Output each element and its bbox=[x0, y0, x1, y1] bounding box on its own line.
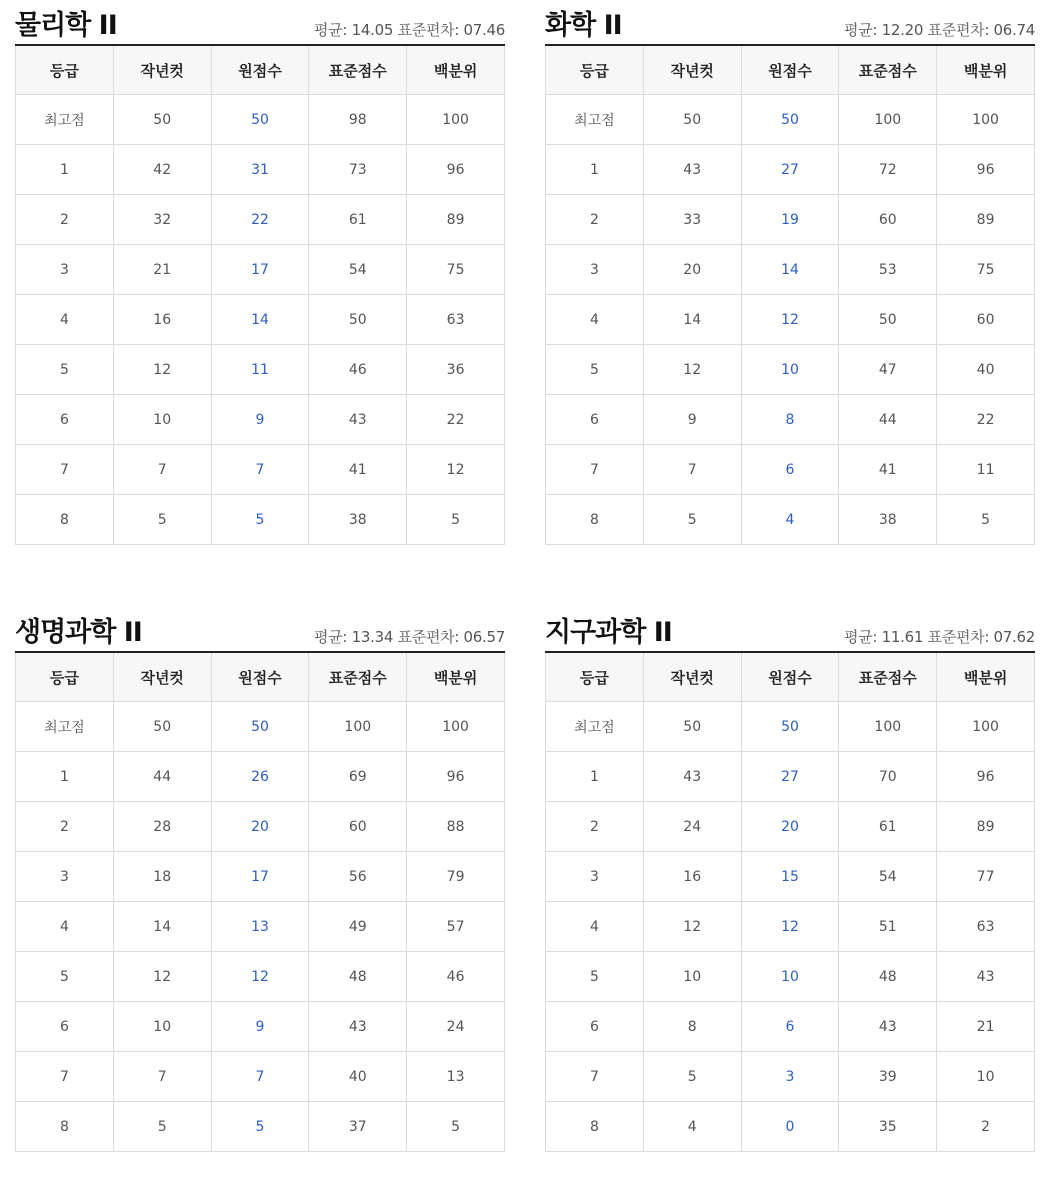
percentile-cell: 43 bbox=[937, 952, 1035, 1002]
raw-score-cell: 6 bbox=[741, 1002, 839, 1052]
table-row bbox=[546, 395, 1035, 445]
last-year-cut-header: 작년컷 bbox=[113, 45, 211, 95]
subject-title: 화학 II bbox=[545, 10, 622, 41]
last-year-cut-header: 작년컷 bbox=[643, 652, 741, 702]
panel-physics-2 bbox=[15, 0, 505, 545]
table-row bbox=[16, 902, 505, 952]
standard-score-cell: 61 bbox=[309, 195, 407, 245]
standard-score-cell: 44 bbox=[839, 395, 937, 445]
std-dev-label: 표준편차: bbox=[927, 21, 990, 39]
last-year-cut-cell: 10 bbox=[113, 1002, 211, 1052]
standard-score-cell: 54 bbox=[839, 852, 937, 902]
grade-header: 등급 bbox=[16, 45, 114, 95]
grade-cell: 4 bbox=[16, 295, 114, 345]
raw-score-cell: 3 bbox=[741, 1052, 839, 1102]
grade-cell: 1 bbox=[16, 752, 114, 802]
table-row bbox=[546, 245, 1035, 295]
raw-score-cell: 20 bbox=[741, 802, 839, 852]
percentile-cell: 57 bbox=[407, 902, 505, 952]
table-row bbox=[16, 752, 505, 802]
standard-score-cell: 48 bbox=[839, 952, 937, 1002]
standard-score-cell: 53 bbox=[839, 245, 937, 295]
std-dev-value: 06.57 bbox=[463, 628, 505, 646]
raw-score-cell: 26 bbox=[211, 752, 309, 802]
raw-score-cell: 8 bbox=[741, 395, 839, 445]
grade-cell: 5 bbox=[546, 345, 644, 395]
percentile-cell: 21 bbox=[937, 1002, 1035, 1052]
standard-score-cell: 43 bbox=[839, 1002, 937, 1052]
last-year-cut-cell: 12 bbox=[113, 952, 211, 1002]
table-row bbox=[16, 445, 505, 495]
std-dev-value: 06.74 bbox=[993, 21, 1035, 39]
standard-score-cell: 41 bbox=[839, 445, 937, 495]
grade-cell: 최고점 bbox=[546, 95, 644, 145]
raw-score-header: 원점수 bbox=[741, 45, 839, 95]
grade-cell: 8 bbox=[16, 1102, 114, 1152]
table-header-row bbox=[16, 45, 505, 95]
table-row bbox=[546, 295, 1035, 345]
last-year-cut-header: 작년컷 bbox=[113, 652, 211, 702]
average-label: 평균: bbox=[314, 21, 348, 39]
score-stats bbox=[314, 627, 505, 647]
last-year-cut-cell: 5 bbox=[113, 1102, 211, 1152]
table-row bbox=[546, 752, 1035, 802]
panel-header bbox=[15, 0, 505, 44]
last-year-cut-cell: 10 bbox=[113, 395, 211, 445]
raw-score-cell: 14 bbox=[211, 295, 309, 345]
last-year-cut-cell: 50 bbox=[643, 702, 741, 752]
grade-header: 등급 bbox=[16, 652, 114, 702]
grade-cell: 1 bbox=[16, 145, 114, 195]
last-year-cut-cell: 16 bbox=[113, 295, 211, 345]
table-header-row bbox=[546, 652, 1035, 702]
grade-cell: 5 bbox=[16, 345, 114, 395]
score-stats bbox=[844, 20, 1035, 40]
grade-cell: 7 bbox=[546, 1052, 644, 1102]
last-year-cut-cell: 33 bbox=[643, 195, 741, 245]
standard-score-cell: 100 bbox=[839, 95, 937, 145]
table-row bbox=[16, 702, 505, 752]
raw-score-cell: 4 bbox=[741, 495, 839, 545]
standard-score-cell: 43 bbox=[309, 1002, 407, 1052]
standard-score-cell: 54 bbox=[309, 245, 407, 295]
raw-score-cell: 11 bbox=[211, 345, 309, 395]
grade-cell: 2 bbox=[16, 802, 114, 852]
table-row bbox=[546, 702, 1035, 752]
table-row bbox=[16, 395, 505, 445]
grade-cell: 3 bbox=[546, 852, 644, 902]
last-year-cut-cell: 42 bbox=[113, 145, 211, 195]
table-row bbox=[546, 445, 1035, 495]
percentile-header: 백분위 bbox=[407, 45, 505, 95]
last-year-cut-cell: 43 bbox=[643, 752, 741, 802]
raw-score-cell: 15 bbox=[741, 852, 839, 902]
raw-score-cell: 20 bbox=[211, 802, 309, 852]
raw-score-cell: 9 bbox=[211, 1002, 309, 1052]
standard-score-cell: 43 bbox=[309, 395, 407, 445]
standard-score-cell: 46 bbox=[309, 345, 407, 395]
grade-cell: 4 bbox=[546, 902, 644, 952]
percentile-cell: 88 bbox=[407, 802, 505, 852]
panel-header bbox=[545, 0, 1035, 44]
last-year-cut-cell: 7 bbox=[113, 445, 211, 495]
raw-score-cell: 50 bbox=[741, 95, 839, 145]
subject-title: 물리학 II bbox=[15, 10, 117, 41]
grade-cell: 7 bbox=[16, 1052, 114, 1102]
table-row bbox=[546, 1102, 1035, 1152]
percentile-cell: 63 bbox=[937, 902, 1035, 952]
percentile-cell: 89 bbox=[937, 195, 1035, 245]
raw-score-cell: 7 bbox=[211, 1052, 309, 1102]
percentile-cell: 5 bbox=[407, 495, 505, 545]
raw-score-cell: 22 bbox=[211, 195, 309, 245]
last-year-cut-cell: 12 bbox=[113, 345, 211, 395]
standard-score-cell: 72 bbox=[839, 145, 937, 195]
table-row bbox=[546, 345, 1035, 395]
percentile-cell: 100 bbox=[407, 95, 505, 145]
table-row bbox=[16, 1102, 505, 1152]
grade-cell: 2 bbox=[546, 802, 644, 852]
score-stats bbox=[314, 20, 505, 40]
percentile-cell: 24 bbox=[407, 1002, 505, 1052]
table-row bbox=[546, 1002, 1035, 1052]
raw-score-cell: 27 bbox=[741, 145, 839, 195]
table-row bbox=[546, 952, 1035, 1002]
last-year-cut-cell: 32 bbox=[113, 195, 211, 245]
grade-cell: 6 bbox=[546, 1002, 644, 1052]
grade-cell: 5 bbox=[16, 952, 114, 1002]
last-year-cut-cell: 44 bbox=[113, 752, 211, 802]
last-year-cut-cell: 5 bbox=[113, 495, 211, 545]
standard-score-cell: 40 bbox=[309, 1052, 407, 1102]
raw-score-cell: 5 bbox=[211, 1102, 309, 1152]
raw-score-cell: 9 bbox=[211, 395, 309, 445]
grade-cell: 8 bbox=[16, 495, 114, 545]
raw-score-cell: 27 bbox=[741, 752, 839, 802]
raw-score-header: 원점수 bbox=[211, 45, 309, 95]
grade-cell: 6 bbox=[16, 395, 114, 445]
standard-score-cell: 100 bbox=[839, 702, 937, 752]
standard-score-cell: 98 bbox=[309, 95, 407, 145]
raw-score-cell: 50 bbox=[211, 95, 309, 145]
last-year-cut-cell: 21 bbox=[113, 245, 211, 295]
percentile-cell: 100 bbox=[937, 95, 1035, 145]
average-value: 12.20 bbox=[881, 21, 924, 39]
raw-score-cell: 19 bbox=[741, 195, 839, 245]
grade-cut-table bbox=[545, 651, 1035, 1152]
percentile-cell: 96 bbox=[937, 145, 1035, 195]
average-value: 14.05 bbox=[351, 21, 394, 39]
grade-cell: 8 bbox=[546, 495, 644, 545]
average-value: 11.61 bbox=[881, 628, 924, 646]
grade-cell: 1 bbox=[546, 752, 644, 802]
table-header-row bbox=[16, 652, 505, 702]
standard-score-cell: 60 bbox=[309, 802, 407, 852]
std-dev-label: 표준편차: bbox=[397, 21, 460, 39]
standard-score-cell: 100 bbox=[309, 702, 407, 752]
standard-score-cell: 50 bbox=[839, 295, 937, 345]
percentile-header: 백분위 bbox=[937, 652, 1035, 702]
percentile-cell: 2 bbox=[937, 1102, 1035, 1152]
grade-cell: 5 bbox=[546, 952, 644, 1002]
table-row bbox=[16, 95, 505, 145]
percentile-header: 백분위 bbox=[937, 45, 1035, 95]
standard-score-header: 표준점수 bbox=[309, 652, 407, 702]
table-row bbox=[546, 495, 1035, 545]
score-stats bbox=[844, 627, 1035, 647]
standard-score-cell: 70 bbox=[839, 752, 937, 802]
panel-earth-science-2 bbox=[545, 607, 1035, 1152]
grade-cell: 최고점 bbox=[16, 95, 114, 145]
standard-score-cell: 39 bbox=[839, 1052, 937, 1102]
panel-life-science-2 bbox=[15, 607, 505, 1152]
percentile-cell: 36 bbox=[407, 345, 505, 395]
last-year-cut-cell: 50 bbox=[113, 95, 211, 145]
table-row bbox=[546, 145, 1035, 195]
table-row bbox=[16, 852, 505, 902]
table-row bbox=[546, 1052, 1035, 1102]
grade-cut-table bbox=[545, 44, 1035, 545]
table-header-row bbox=[546, 45, 1035, 95]
standard-score-cell: 35 bbox=[839, 1102, 937, 1152]
raw-score-cell: 50 bbox=[211, 702, 309, 752]
std-dev-label: 표준편차: bbox=[927, 628, 990, 646]
last-year-cut-cell: 8 bbox=[643, 1002, 741, 1052]
table-row bbox=[16, 245, 505, 295]
table-row bbox=[16, 1002, 505, 1052]
last-year-cut-cell: 50 bbox=[113, 702, 211, 752]
standard-score-cell: 48 bbox=[309, 952, 407, 1002]
average-label: 평균: bbox=[844, 21, 878, 39]
percentile-cell: 96 bbox=[407, 145, 505, 195]
percentile-cell: 12 bbox=[407, 445, 505, 495]
table-row bbox=[16, 145, 505, 195]
standard-score-cell: 41 bbox=[309, 445, 407, 495]
last-year-cut-cell: 28 bbox=[113, 802, 211, 852]
standard-score-cell: 49 bbox=[309, 902, 407, 952]
table-row bbox=[546, 852, 1035, 902]
table-row bbox=[16, 952, 505, 1002]
panel-header bbox=[545, 607, 1035, 651]
raw-score-cell: 6 bbox=[741, 445, 839, 495]
percentile-cell: 96 bbox=[937, 752, 1035, 802]
std-dev-value: 07.62 bbox=[993, 628, 1035, 646]
percentile-cell: 60 bbox=[937, 295, 1035, 345]
raw-score-header: 원점수 bbox=[741, 652, 839, 702]
raw-score-cell: 14 bbox=[741, 245, 839, 295]
last-year-cut-cell: 7 bbox=[643, 445, 741, 495]
raw-score-cell: 17 bbox=[211, 245, 309, 295]
last-year-cut-cell: 10 bbox=[643, 952, 741, 1002]
raw-score-header: 원점수 bbox=[211, 652, 309, 702]
percentile-cell: 40 bbox=[937, 345, 1035, 395]
last-year-cut-cell: 7 bbox=[113, 1052, 211, 1102]
raw-score-cell: 13 bbox=[211, 902, 309, 952]
raw-score-cell: 12 bbox=[741, 295, 839, 345]
grade-cell: 3 bbox=[16, 852, 114, 902]
table-row bbox=[16, 495, 505, 545]
last-year-cut-cell: 5 bbox=[643, 1052, 741, 1102]
percentile-cell: 89 bbox=[937, 802, 1035, 852]
standard-score-cell: 47 bbox=[839, 345, 937, 395]
standard-score-header: 표준점수 bbox=[309, 45, 407, 95]
standard-score-cell: 73 bbox=[309, 145, 407, 195]
last-year-cut-cell: 14 bbox=[113, 902, 211, 952]
percentile-cell: 22 bbox=[937, 395, 1035, 445]
average-value: 13.34 bbox=[351, 628, 394, 646]
percentile-cell: 77 bbox=[937, 852, 1035, 902]
last-year-cut-cell: 18 bbox=[113, 852, 211, 902]
grade-cell: 1 bbox=[546, 145, 644, 195]
grade-cell: 2 bbox=[546, 195, 644, 245]
raw-score-cell: 7 bbox=[211, 445, 309, 495]
last-year-cut-cell: 12 bbox=[643, 902, 741, 952]
table-row bbox=[16, 195, 505, 245]
standard-score-cell: 56 bbox=[309, 852, 407, 902]
grade-cell: 7 bbox=[16, 445, 114, 495]
table-row bbox=[546, 95, 1035, 145]
raw-score-cell: 50 bbox=[741, 702, 839, 752]
std-dev-label: 표준편차: bbox=[397, 628, 460, 646]
grade-cell: 3 bbox=[16, 245, 114, 295]
percentile-cell: 96 bbox=[407, 752, 505, 802]
percentile-cell: 75 bbox=[937, 245, 1035, 295]
last-year-cut-cell: 4 bbox=[643, 1102, 741, 1152]
percentile-cell: 79 bbox=[407, 852, 505, 902]
percentile-cell: 10 bbox=[937, 1052, 1035, 1102]
standard-score-cell: 38 bbox=[839, 495, 937, 545]
percentile-cell: 5 bbox=[937, 495, 1035, 545]
average-label: 평균: bbox=[844, 628, 878, 646]
percentile-cell: 11 bbox=[937, 445, 1035, 495]
table-row bbox=[16, 345, 505, 395]
panel-header bbox=[15, 607, 505, 651]
grade-cell: 3 bbox=[546, 245, 644, 295]
standard-score-cell: 69 bbox=[309, 752, 407, 802]
grade-cell: 최고점 bbox=[16, 702, 114, 752]
grade-cell: 6 bbox=[546, 395, 644, 445]
standard-score-header: 표준점수 bbox=[839, 652, 937, 702]
raw-score-cell: 12 bbox=[741, 902, 839, 952]
standard-score-header: 표준점수 bbox=[839, 45, 937, 95]
last-year-cut-cell: 24 bbox=[643, 802, 741, 852]
subject-title: 생명과학 II bbox=[15, 617, 142, 648]
last-year-cut-cell: 9 bbox=[643, 395, 741, 445]
raw-score-cell: 0 bbox=[741, 1102, 839, 1152]
grade-cut-table bbox=[15, 44, 505, 545]
grade-cell: 8 bbox=[546, 1102, 644, 1152]
last-year-cut-cell: 43 bbox=[643, 145, 741, 195]
percentile-cell: 22 bbox=[407, 395, 505, 445]
grade-header: 등급 bbox=[546, 652, 644, 702]
raw-score-cell: 10 bbox=[741, 952, 839, 1002]
percentile-cell: 100 bbox=[937, 702, 1035, 752]
last-year-cut-cell: 14 bbox=[643, 295, 741, 345]
raw-score-cell: 10 bbox=[741, 345, 839, 395]
std-dev-value: 07.46 bbox=[463, 21, 505, 39]
grade-cut-table bbox=[15, 651, 505, 1152]
percentile-cell: 75 bbox=[407, 245, 505, 295]
percentile-cell: 89 bbox=[407, 195, 505, 245]
table-row bbox=[16, 802, 505, 852]
standard-score-cell: 37 bbox=[309, 1102, 407, 1152]
last-year-cut-cell: 50 bbox=[643, 95, 741, 145]
raw-score-cell: 31 bbox=[211, 145, 309, 195]
grade-cell: 2 bbox=[16, 195, 114, 245]
percentile-cell: 46 bbox=[407, 952, 505, 1002]
grade-cell: 4 bbox=[546, 295, 644, 345]
last-year-cut-cell: 20 bbox=[643, 245, 741, 295]
standard-score-cell: 60 bbox=[839, 195, 937, 245]
percentile-cell: 5 bbox=[407, 1102, 505, 1152]
percentile-header: 백분위 bbox=[407, 652, 505, 702]
grade-cell: 최고점 bbox=[546, 702, 644, 752]
standard-score-cell: 61 bbox=[839, 802, 937, 852]
standard-score-cell: 38 bbox=[309, 495, 407, 545]
raw-score-cell: 17 bbox=[211, 852, 309, 902]
table-row bbox=[16, 1052, 505, 1102]
table-row bbox=[546, 195, 1035, 245]
grade-cell: 7 bbox=[546, 445, 644, 495]
table-row bbox=[546, 802, 1035, 852]
standard-score-cell: 50 bbox=[309, 295, 407, 345]
grade-header: 등급 bbox=[546, 45, 644, 95]
percentile-cell: 63 bbox=[407, 295, 505, 345]
grade-cell: 6 bbox=[16, 1002, 114, 1052]
table-row bbox=[16, 295, 505, 345]
subject-title: 지구과학 II bbox=[545, 617, 672, 648]
last-year-cut-cell: 5 bbox=[643, 495, 741, 545]
last-year-cut-cell: 16 bbox=[643, 852, 741, 902]
panel-chemistry-2 bbox=[545, 0, 1035, 545]
last-year-cut-header: 작년컷 bbox=[643, 45, 741, 95]
raw-score-cell: 12 bbox=[211, 952, 309, 1002]
raw-score-cell: 5 bbox=[211, 495, 309, 545]
average-label: 평균: bbox=[314, 628, 348, 646]
last-year-cut-cell: 12 bbox=[643, 345, 741, 395]
table-row bbox=[546, 902, 1035, 952]
percentile-cell: 100 bbox=[407, 702, 505, 752]
standard-score-cell: 51 bbox=[839, 902, 937, 952]
percentile-cell: 13 bbox=[407, 1052, 505, 1102]
grade-cell: 4 bbox=[16, 902, 114, 952]
